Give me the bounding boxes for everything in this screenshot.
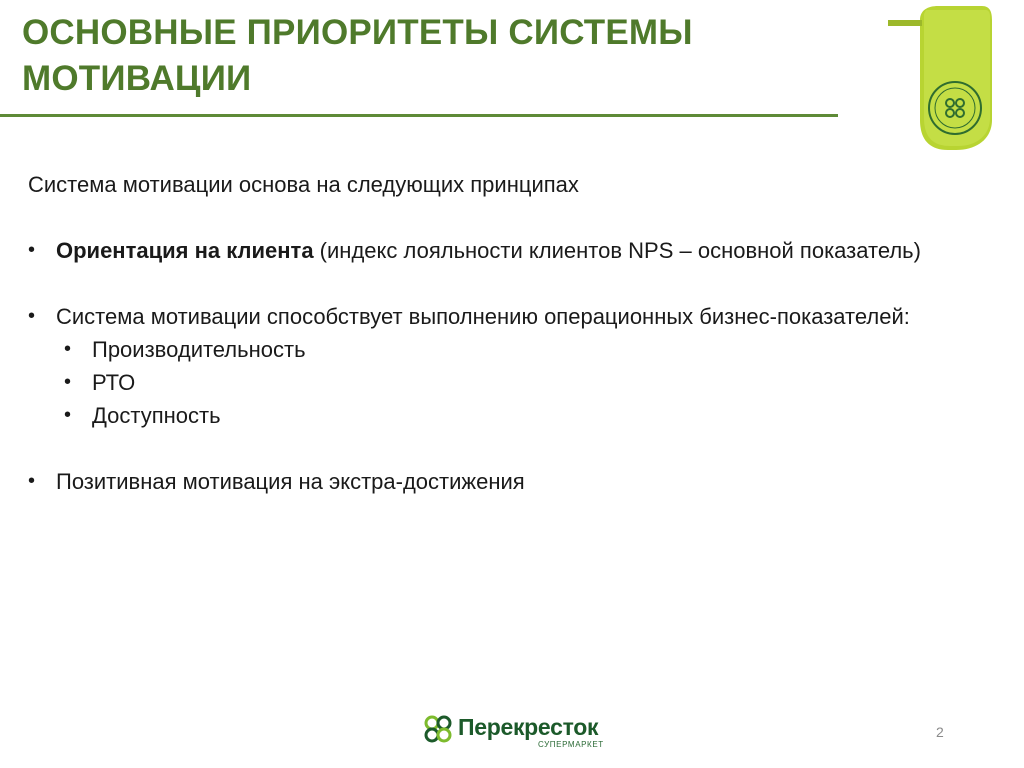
intro-text: Система мотивации основа на следующих принципах [28,172,579,197]
logo-name: Перекресток [458,714,599,740]
company-logo [420,710,620,754]
ribbon-badge-icon [886,4,996,154]
slide-title: ОСНОВНЫЕ ПРИОРИТЕТЫ СИСТЕМЫ МОТИВАЦИИ [22,13,693,98]
bullet-text: Позитивная мотивация на экстра-достижения [56,469,525,494]
bullet-bold-text: Ориентация на клиента [56,238,314,263]
logo-subtitle: СУПЕРМАРКЕТ [538,740,604,749]
bullet-item [28,300,968,333]
title-divider [0,114,838,117]
sub-bullet-item: • Производительность [28,333,968,366]
bullet-text: Система мотивации способствует выполнению операционных бизнес-показателей: [56,304,910,329]
sub-bullet-item: • Доступность [28,399,968,432]
slide-body [28,168,968,498]
bullet-item [28,465,968,498]
bullet-text: (индекс лояльности клиентов NPS – основной показатель) [313,238,921,263]
sub-bullet-item: • РТО [28,366,968,399]
bullet-item [28,234,968,267]
page-number: 2 [936,724,944,740]
four-leaf-clover-icon [420,710,458,750]
